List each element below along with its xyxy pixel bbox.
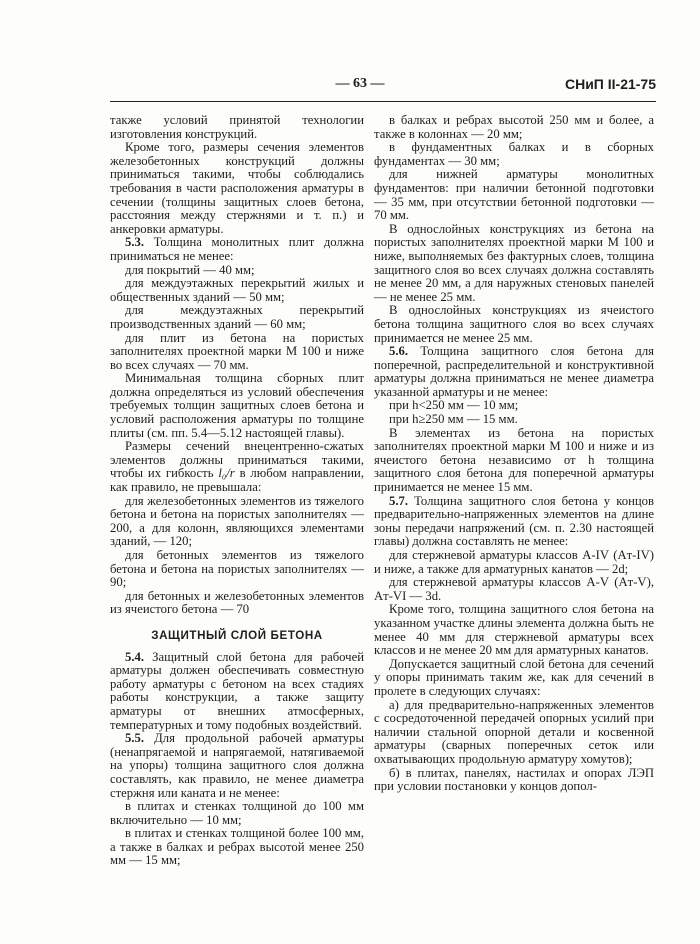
list-item: для железобетонных элементов из тяжелого бетона и бетона на пористых заполнителях — 200, а для колонн, являющихся элементами зданий, — 120;	[110, 493, 364, 549]
paragraph: В однослойных конструкциях из ячеистого бетона толщина защитного слоя во всех случаях принимается не менее 25 мм.	[374, 303, 654, 345]
list-item: при h<250 мм — 10 мм;	[389, 398, 519, 413]
list-item: для нижней арматуры монолитных фундаментов: при наличии бетонной подготовки — 35 мм, при отсутствии бетонной подготовки — 70 мм.	[374, 167, 654, 223]
paragraph	[374, 495, 654, 549]
paragraph	[110, 440, 364, 494]
paragraph-text: Для продольной рабочей арматуры (ненапрягаемой и напрягаемой, натягиваемой на упоры) толщина защитного слоя должна составлять, как правило, не менее диаметра стержня или каната и не менее:	[110, 731, 364, 800]
list-item: для междуэтажных перекрытий производственных зданий — 60 мм;	[110, 303, 364, 331]
list-item: а) для предварительно-напряженных элементов с сосредоточенной передачей опорных усилий при наличии стальной опорной детали и косвенной арматуры (сварных поперечных сеток или охватывающих продольную арматуру хомутов);	[374, 697, 654, 766]
document-code: СНиП II-21-75	[564, 76, 656, 92]
section-number: 5.3.	[125, 235, 145, 250]
paragraph-text: Толщина защитного слоя бетона у концов предварительно-напряженных элементов на длине зоны передачи напряжений (см. п. 2.30 настоящей главы) должна составлять не менее:	[374, 493, 654, 549]
list-item: для покрытий — 40 мм;	[125, 262, 255, 277]
slenderness-symbol: l₀/r	[218, 466, 235, 481]
list-item: для бетонных элементов из тяжелого бетона и бетона на пористых заполнителях — 90;	[110, 548, 364, 590]
list-item: при h≥250 мм — 15 мм.	[389, 412, 518, 427]
section-number: 5.7.	[389, 493, 409, 508]
paragraph: Допускается защитный слой бетона для сечений у опоры принимать таким же, как для сечений в пролете в следующих случаях:	[374, 656, 654, 698]
left-column	[110, 114, 364, 868]
paragraph: также условий принятой технологии изготовления конструкций.	[110, 113, 364, 141]
list-item: б) в плитах, панелях, настилах и опорах ЛЭП при условии постановки у концов допол-	[374, 765, 654, 794]
section-number: 5.6.	[389, 344, 409, 359]
list-item: для стержневой арматуры классов A-IV (Aт-IV) и ниже, а также для арматурных канатов — 2d;	[374, 548, 654, 576]
list-item: в фундаментных балках и в сборных фундаментах — 30 мм;	[374, 140, 654, 168]
section-heading: ЗАЩИТНЫЙ СЛОЙ БЕТОНА	[151, 628, 323, 642]
list-item: в балках и ребрах высотой 250 мм и более, а также в колоннах — 20 мм;	[374, 113, 654, 141]
paragraph-text: Толщина защитного слоя бетона для поперечной, распределительной и конструктивной арматуры должна приниматься не менее диаметра указанной арматуры и не менее:	[374, 344, 654, 399]
list-item: для междуэтажных перекрытий жилых и общественных зданий — 50 мм;	[110, 276, 364, 304]
page-header	[110, 76, 656, 100]
paragraph: Кроме того, толщина защитного слоя бетона на указанном участке длины элемента должна быть не менее 40 мм для стержневой арматуры всех классов и не менее 20 мм для арматурных канатов.	[374, 602, 654, 658]
paragraph-text: в любом направлении, как правило, не превышала:	[110, 466, 365, 495]
page-number: — 63 —	[335, 76, 385, 91]
paragraph-text: Размеры сечений внецентренно-сжатых элементов должны приниматься такими, чтобы их гибкость	[110, 439, 364, 481]
paragraph	[374, 345, 654, 399]
paragraph: В однослойных конструкциях из бетона на пористых заполнителях проектной марки М 100 и ниже, выполняемых без фактурных слоев, толщина защитного слоя во всех случаях должна составлять не менее 20 мм, а для наружных стеновых панелей — не менее 25 мм.	[374, 221, 654, 304]
paragraph: В элементах из бетона на пористых заполнителях проектной марки М 100 и ниже и из ячеистого бетона независимо от h толщина защитного слоя бетона для поперечной арматуры принимается не менее 15 мм.	[374, 425, 654, 495]
section-number: 5.5.	[125, 731, 145, 746]
list-item: в плитах и стенках толщиной до 100 мм включительно — 10 мм;	[110, 799, 364, 827]
paragraph	[110, 651, 364, 733]
section-number: 5.4.	[125, 649, 145, 664]
paragraph: Минимальная толщина сборных плит должна определяться из условий обеспечения требуемых толщин защитных слоев бетона и условий расположения арматуры по толщине плиты (см. пп. 5.4—5.12 настоящей главы).	[110, 371, 364, 440]
header-rule	[110, 101, 656, 102]
paragraph-text: Толщина монолитных плит должна приниматься не менее:	[110, 235, 364, 263]
list-item: для бетонных и железобетонных элементов из ячеистого бетона — 70	[110, 588, 364, 617]
paragraph: Кроме того, размеры сечения элементов железобетонных конструкций должны приниматься такими, чтобы соблюдались требования в части расположения арматуры в сечении (толщины защитных слоев бетона, расстояния между стержнями и т. п.) и анкеровки арматуры.	[110, 140, 364, 236]
paragraph	[110, 236, 364, 263]
paragraph	[110, 732, 364, 800]
list-item: для плит из бетона на пористых заполнителях проектной марки М 100 и ниже во всех случаях — 70 мм.	[110, 330, 364, 372]
right-column	[374, 114, 654, 794]
list-item: в плитах и стенках толщиной более 100 мм, а также в балках и ребрах высотой менее 250 мм — 15 мм;	[110, 826, 364, 868]
paragraph-text: Защитный слой бетона для рабочей арматуры должен обеспечивать совместную работу арматуры с бетоном на всех стадиях работы конструкции, а также защиту арматуры от внешних атмосферных, температурных и тому подобных воздействий.	[110, 649, 364, 732]
list-item: для стержневой арматуры классов A-V (Aт-V), Aт-VI — 3d.	[374, 575, 654, 603]
